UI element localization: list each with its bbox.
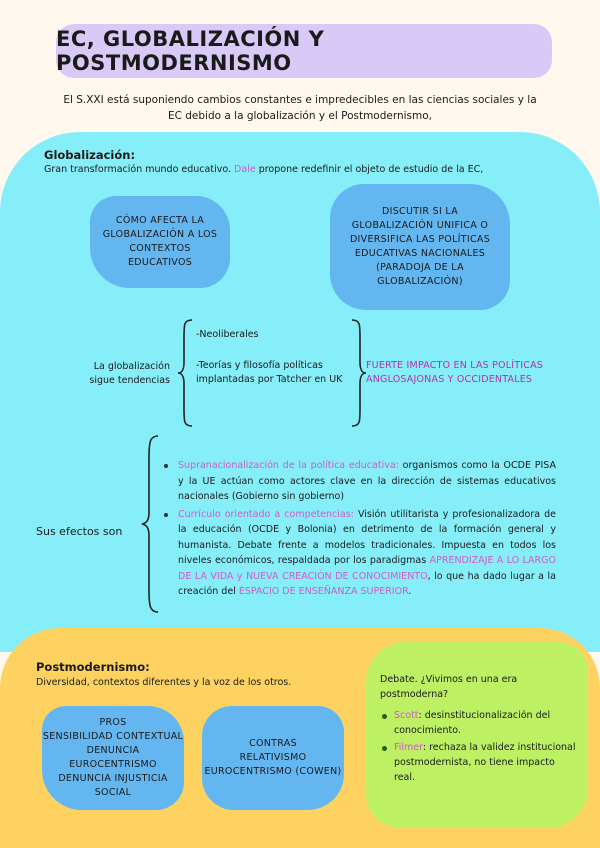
debate-item-filmer	[380, 740, 576, 785]
pros-item-1: SENSIBILIDAD CONTEXTUAL	[42, 731, 184, 742]
impacto-line-1: FUERTE IMPACTO EN LAS POLÍTICAS	[366, 360, 543, 371]
efectos-list	[164, 458, 556, 602]
intro-text	[40, 92, 560, 124]
blob-contras	[202, 706, 344, 810]
efecto-2-text: Visión utilitarista y profesionalizadora de la educación (OCDE y Bolonia) en detrimento de la formación general y humanista. Debate frente a modelos tradicionales. Impuesta en todos los niveles económicos, respaldada por los paradigmas	[178, 508, 556, 566]
blob-como-afecta-text: CÓMO AFECTA LA GLOBALIZACIÓN A LOS CONTEXTOS EDUCATIVOS	[102, 215, 218, 268]
tendencias-label	[86, 360, 170, 388]
subtitle-text: Gran transformación mundo educativo.	[44, 164, 231, 175]
contras-item-2: EUROCENTRISMO (COWEN)	[204, 766, 342, 777]
dale-name: Dale	[234, 164, 256, 175]
globalizacion-heading: Globalización:	[44, 148, 136, 162]
tendencias-label-1: La globalización	[93, 361, 170, 372]
efecto-2-end: .	[408, 586, 412, 597]
filmer-name: Filmer	[394, 742, 423, 753]
postmodernismo-subtitle: Diversidad, contextos diferentes y la voz de los otros.	[36, 677, 292, 688]
title-banner	[56, 24, 552, 78]
efectos-label: Sus efectos son	[36, 525, 123, 538]
tendencia-2	[196, 359, 342, 387]
pros-title: PROS	[99, 717, 127, 728]
globalizacion-subtitle	[44, 163, 483, 177]
blob-como-afecta	[90, 196, 230, 288]
left-brace-efectos	[140, 434, 162, 614]
pros-item-3: DENUNCIA INJUSTICIA SOCIAL	[58, 773, 168, 798]
bullet-icon	[164, 464, 168, 468]
efecto-2-and: y	[236, 570, 243, 582]
efecto-2-tail: , lo que ha dado lugar a la creación del	[178, 570, 556, 597]
tendencia-1: -Neoliberales	[196, 329, 259, 340]
efecto-item-1	[164, 458, 556, 505]
efecto-item-2	[164, 507, 556, 600]
contras-title: CONTRAS	[249, 738, 297, 749]
impacto-line-2: ANGLOSAJONAS Y OCCIDENTALES	[366, 374, 533, 385]
bullet-icon	[164, 513, 168, 517]
filmer-text: : rechaza la validez institucional postmodernista, no tiene impacto real.	[394, 742, 576, 783]
bullet-icon	[382, 714, 387, 719]
efecto-1-text: organismos como la OCDE PISA y la UE actúan como actores clave en la dirección de sistemas educativos nacionales (Gobierno sin gobierno)	[178, 460, 556, 502]
debate-content	[380, 672, 576, 787]
left-brace-tendencias	[176, 318, 196, 428]
right-brace-tendencias	[348, 318, 368, 428]
efecto-2-highlight-2: NUEVA CREACIÓN DE CONOCIMIENTO	[246, 570, 428, 582]
scott-name: Scott	[394, 710, 419, 721]
intro-line-1: El S.XXI está suponiendo cambios constantes e impredecibles en las ciencias sociales y la	[63, 94, 537, 106]
tendencia-2b: implantadas por Tatcher en UK	[196, 374, 343, 385]
efecto-2-title: Currículo orientado a competencias:	[178, 508, 354, 520]
efecto-2-highlight-1: APRENDIZAJE A LO LARGO DE LA VIDA	[178, 555, 556, 582]
blob-discutir-text: DISCUTIR SI LA GLOBALIZACIÓN UNIFICA O DIVERSIFICA LAS POLÍTICAS EDUCATIVAS NACIONALES (PARADOJA DE LA GLOBALIZACIÓN)	[349, 206, 491, 287]
bullet-icon	[382, 746, 387, 751]
tendencia-2a: -Teorías y filosofía políticas	[196, 360, 323, 371]
subtitle-text-end: propone redefinir el objeto de estudio de la EC,	[258, 164, 484, 175]
blob-discutir	[330, 184, 510, 310]
tendencias-label-2: sigue tendencias	[89, 375, 170, 386]
blob-pros	[42, 706, 184, 810]
scott-text: : desinstitucionalización del conocimiento.	[394, 710, 551, 736]
contras-item-1: RELATIVISMO	[239, 752, 307, 763]
page-title: EC, GLOBALIZACIÓN Y POSTMODERNISMO	[56, 27, 325, 75]
postmodernismo-heading: Postmodernismo:	[36, 660, 150, 674]
pros-item-2: DENUNCIA EUROCENTRISMO	[69, 745, 157, 770]
efecto-2-highlight-3: ESPACIO DE ENSEÑANZA SUPERIOR	[238, 586, 409, 597]
intro-line-2: EC debido a la globalización y el Postmodernismo,	[167, 110, 433, 122]
impacto-text	[366, 359, 543, 387]
efecto-1-title: Supranacionalización de la política educativa:	[178, 460, 399, 471]
debate-item-scott	[380, 708, 576, 738]
debate-question: Debate. ¿Vivimos en una era postmoderna?	[380, 674, 518, 700]
